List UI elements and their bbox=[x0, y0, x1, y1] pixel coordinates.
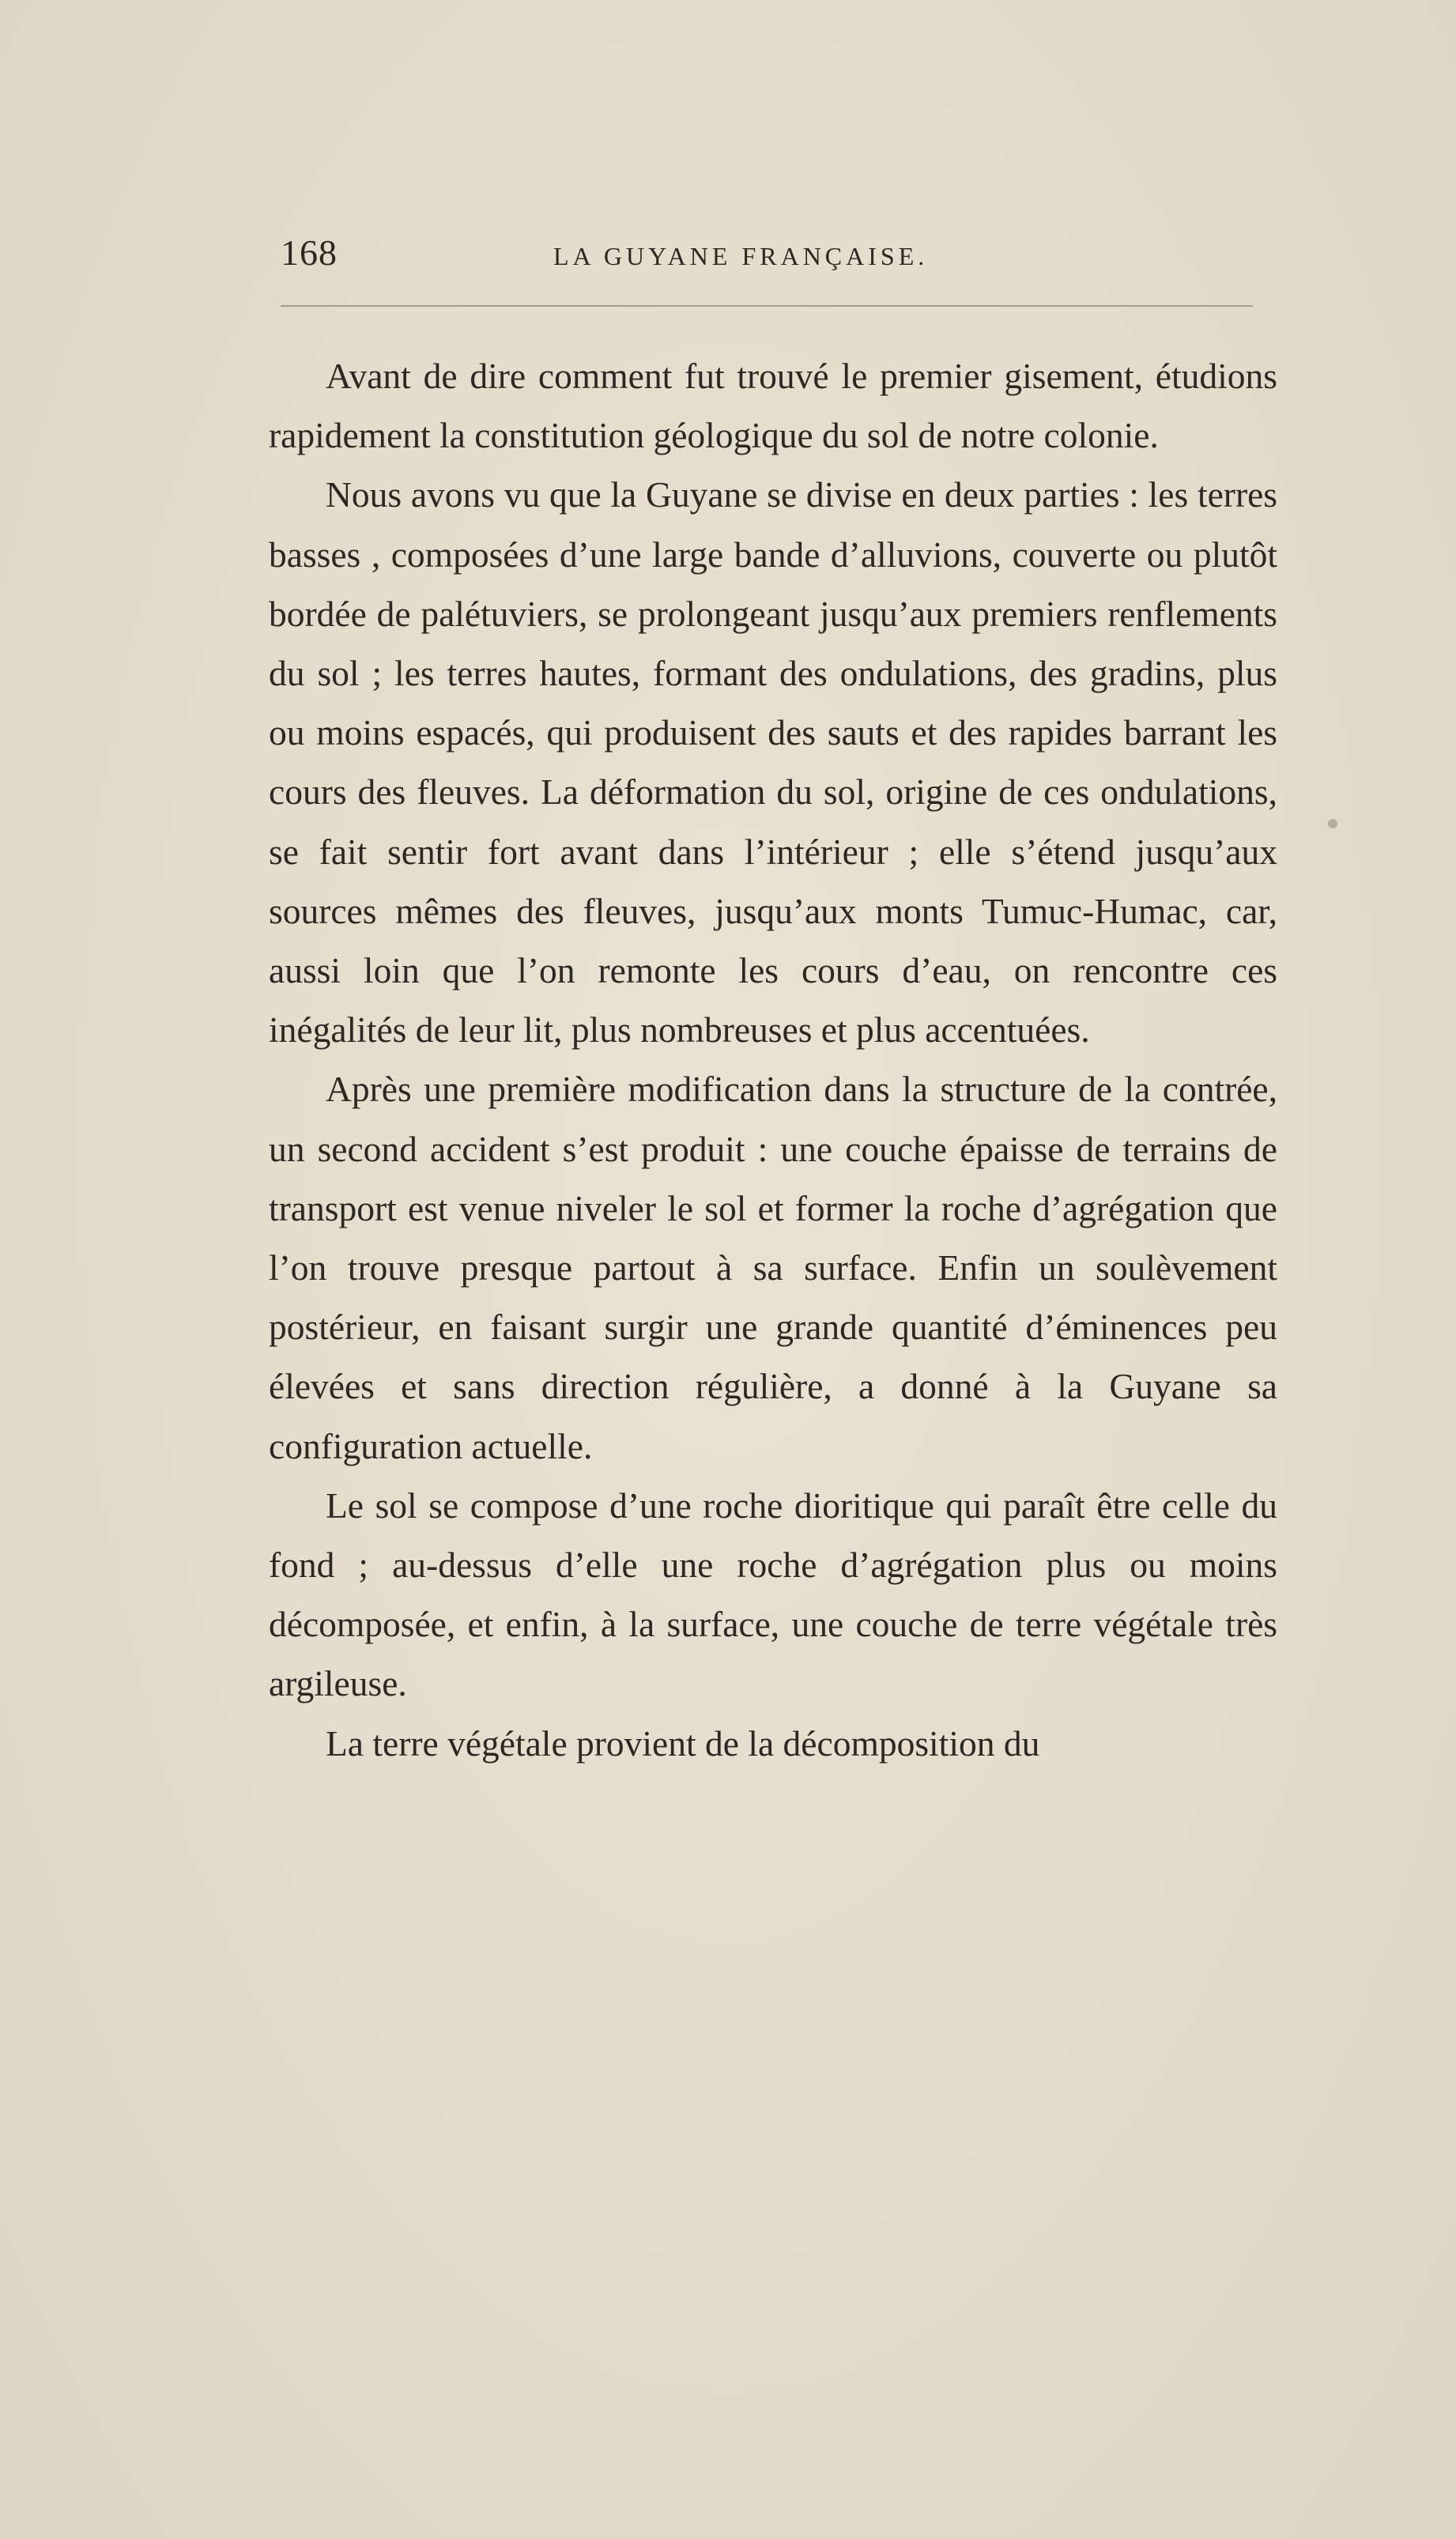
running-title: LA GUYANE FRANÇAISE. bbox=[553, 242, 929, 270]
body-text bbox=[269, 346, 1277, 1773]
paper-speck bbox=[1328, 819, 1337, 828]
paragraph-1: Avant de dire comment fut trouvé le premier gisement, étudions rapidement la constitution géologique du sol de notre colonie. bbox=[269, 356, 1277, 456]
page-number: 168 bbox=[281, 232, 338, 273]
paragraph-5: La terre végétale provient de la décomposition du bbox=[326, 1722, 1040, 1764]
page-header bbox=[281, 229, 1277, 277]
header-rule bbox=[281, 305, 1253, 307]
paragraph-2: Nous avons vu que la Guyane se divise en deux parties : les terres basses , composées d’une large bande d’alluvions, couverte ou plutôt bordée de palétuviers, se prolongeant jusqu’aux premiers renflements du sol ; les terres hautes, formant des ondulations, des gradins, plus ou moins espacés, qui produisent des sauts et des rapides barrant les cours des fleuves. La déformation du sol, origine de ces ondulations, se fait sentir fort avant dans l’intérieur ; elle s’étend jusqu’aux sources mêmes des fleuves, jusqu’aux monts Tumuc-Humac, car, aussi loin que l’on remonte les cours d’eau, on rencontre ces inégalités de leur lit, plus nombreuses et plus accentuées. bbox=[269, 474, 1277, 1051]
paragraph-4: Le sol se compose d’une roche dioritique qui paraît être celle du fond ; au-dessus d’elle une roche d’agrégation plus ou moins décomposée, et enfin, à la surface, une couche de terre végétale très argileuse. bbox=[269, 1485, 1277, 1704]
paragraph-3: Après une première modification dans la structure de la contrée, un second accident s’est produit : une couche épaisse de terrains de transport est venue niveler le sol et former la roche d’agrégation que l’on trouve presque partout à sa surface. Enfin un soulèvement postérieur, en faisant surgir une grande quantité d’éminences peu élevées et sans direction régulière, a donné à la Guyane sa configuration actuelle. bbox=[269, 1069, 1277, 1466]
